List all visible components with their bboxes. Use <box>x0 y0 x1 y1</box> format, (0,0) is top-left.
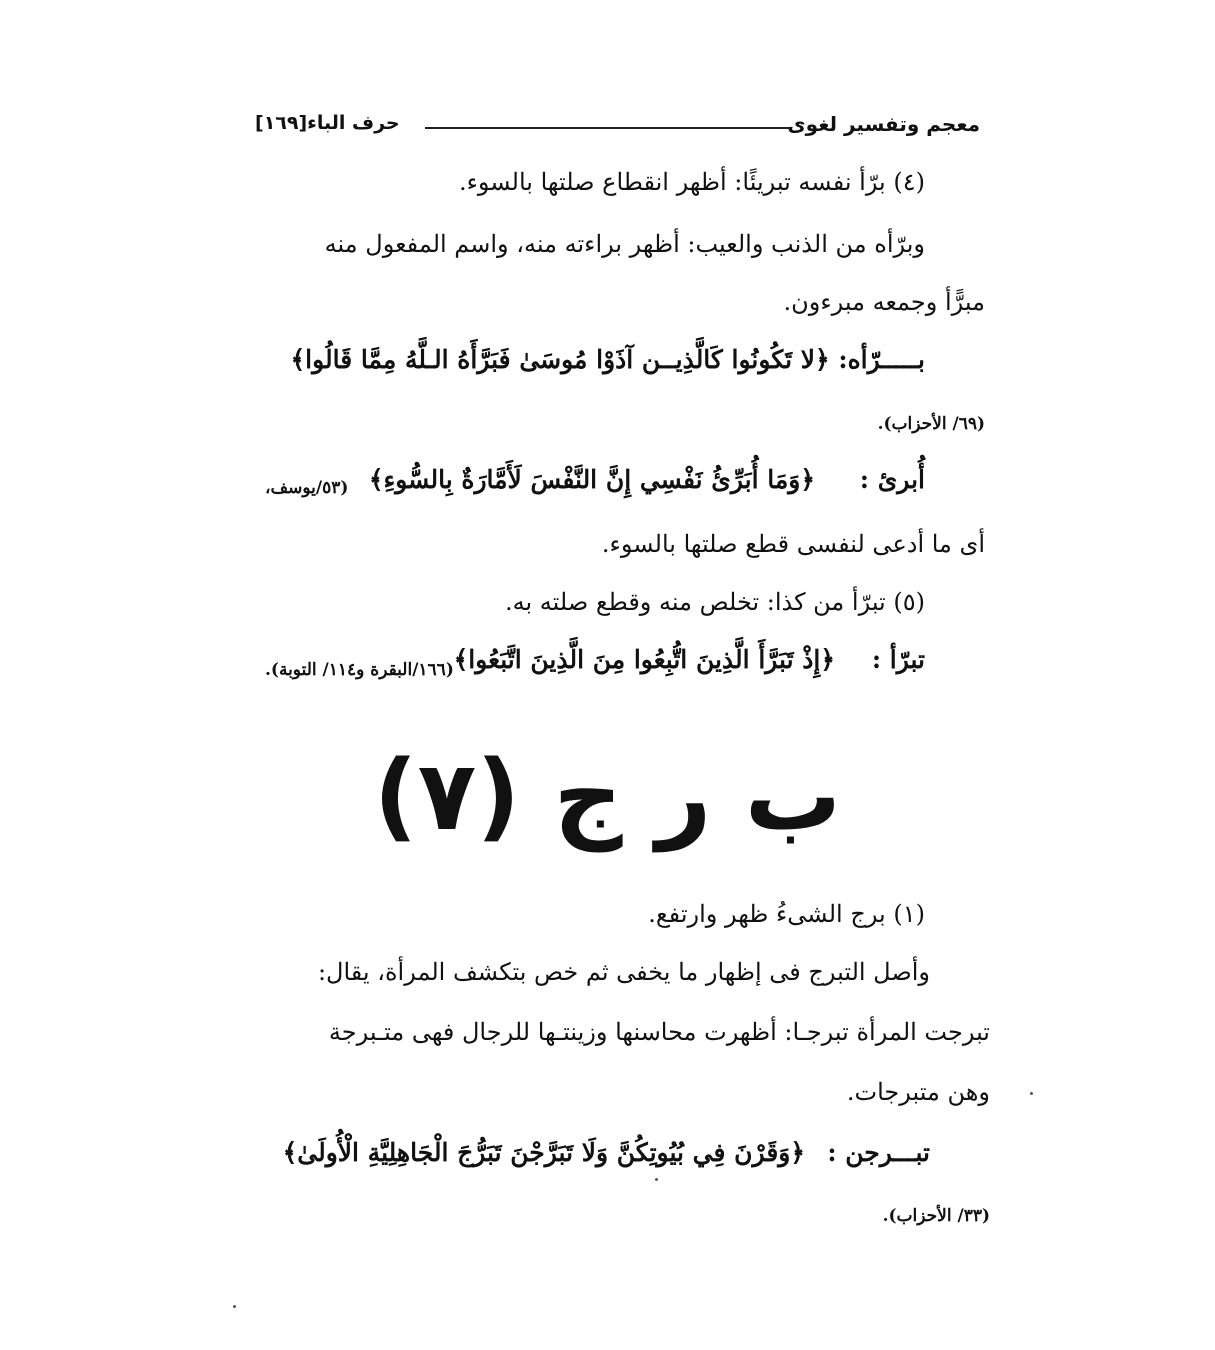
verse-reference-ahzab-69: (٦٩/ الأحزاب). <box>877 414 985 434</box>
paragraph-line-7: أى ما أدعى لنفسى قطع صلتها بالسوء. <box>601 530 985 558</box>
verse-line-barraahu: بـــــرّأه: ﴿لا تَكُونُوا كَالَّذِيــن آذَوْا مُوسَىٰ فَبَرَّأَهُ الـلَّهُ مِمَّا قَالُوا﴾ <box>290 345 925 374</box>
entry-4-definition: (٤) برّأ نفسه تبريئًا: أظهر انقطاع صلتها بالسوء. <box>458 168 925 196</box>
entry-1-definition: (١) برج الشىءُ ظهر وارتفع. <box>648 900 925 928</box>
scan-speck <box>655 1178 658 1181</box>
paragraph-line-3: مبرًّأ وجمعه مبرءون. <box>783 288 985 316</box>
running-header <box>255 112 980 140</box>
entry-5-definition: (٥) تبرّأ من كذا: تخلص منه وقطع صلته به. <box>504 588 925 616</box>
verse-reference-yusuf-53: (٥٣/يوسف، <box>265 478 349 498</box>
paragraph-line-12: تبرجت المرأة تبرجـا: أظهرت محاسنها وزينتـها للرجال فهى متـبرجة <box>328 1018 990 1046</box>
verse-ahzab-33: ﴿وَقَرْنَ فِي بُيُوتِكُنَّ وَلَا تَبَرَّجْنَ تَبَرُّجَ الْجَاهِلِيَّةِ الْأُولَىٰ﴾ <box>282 1138 805 1167</box>
verse-reference-baqara-tawba: (١٦٦/البقرة و١١٤/ التوبة). <box>265 660 454 680</box>
verse-word-tabarraa: تبرّأ : <box>871 645 925 674</box>
chapter-page-number: حرف الباء[١٦٩] <box>255 112 400 134</box>
verse-reference-ahzab-33: (٣٣/ الأحزاب). <box>882 1206 990 1226</box>
section-heading-b-r-j: ب ر ج (٧) <box>373 740 842 852</box>
verse-word-ubarri: أُبرئ : <box>859 465 925 494</box>
verse-baqara: ﴿إِذْ تَبَرَّأَ الَّذِينَ اتُّبِعُوا مِنَ الَّذِينَ اتَّبَعُوا﴾ <box>453 645 835 674</box>
paragraph-line-11: وأصل التبرج فى إظهار ما يخفى ثم خص بتكشف المرأة، يقال: <box>317 958 930 986</box>
scan-speck <box>233 1305 236 1308</box>
book-title: معجم وتفسير لغوى <box>787 112 980 136</box>
verse-yusuf: ﴿وَمَا أُبَرِّئُ نَفْسِي إِنَّ النَّفْسَ لَأَمَّارَةٌ بِالسُّوءِ﴾ <box>368 465 815 494</box>
paragraph-line-13: وهن متبرجات. <box>846 1078 990 1106</box>
scan-speck <box>1030 1092 1033 1095</box>
verse-word-tabarrajna: تبـــرجن : <box>827 1138 930 1167</box>
paragraph-line-2: وبرّأه من الذنب والعيب: أظهر براءته منه، واسم المفعول منه <box>324 230 925 258</box>
header-rule <box>425 127 790 129</box>
